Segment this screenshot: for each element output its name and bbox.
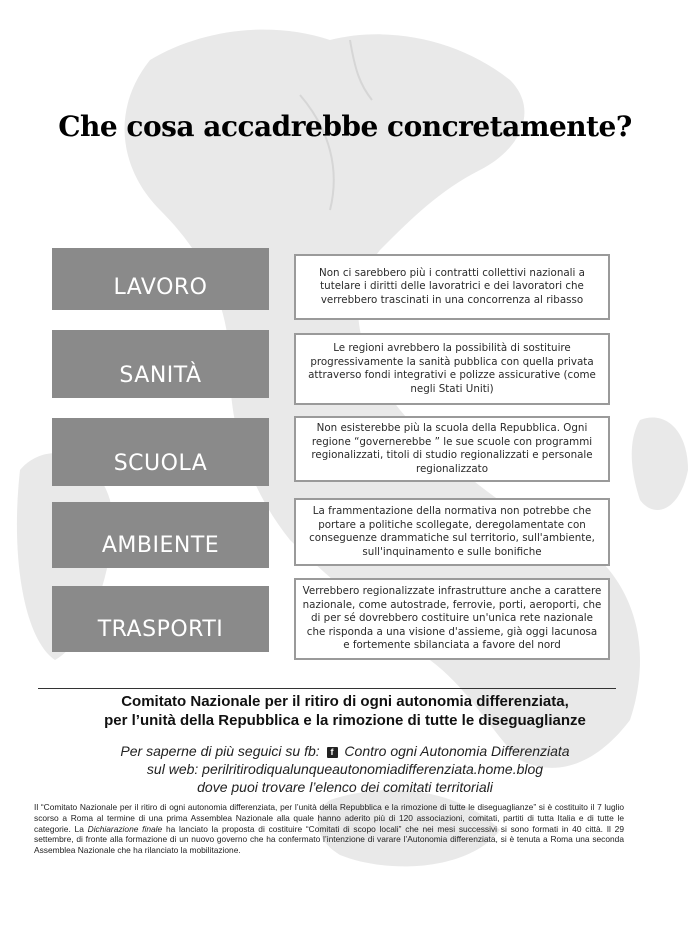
organization-name	[0, 692, 690, 730]
footnote-part-2: ha lanciato la proposta di costituire “Comitati di scopo locali” che nei mesi successivi si sono formati in 40 città. Il 29 settembre, di fronte alla formazione di un nuovo governo che ha confermato l’intenzione di varare l’Autonomia differenziata, si è tenuta a Roma una seconda Assemblea Nazionale che ha rilanciato la mobilitazione.	[34, 823, 624, 856]
category-label-trasporti: TRASPORTI	[52, 586, 269, 652]
category-description-ambiente: La frammentazione della normativa non potrebbe che portare a politiche scollegate, deregolamentate con conseguenze drammatiche sul territorio, sull'ambiente, sull'inquinamento e sulle bonifiche	[294, 498, 610, 566]
category-description-scuola: Non esisterebbe più la scuola della Repubblica. Ogni regione “governerebbe ” le sue scuole con programmi regionalizzati, titoli di studio regionalizzati e personale regionalizzato	[294, 416, 610, 482]
facebook-line	[0, 742, 690, 760]
page-title: Che cosa accadrebbe concretamente?	[58, 110, 632, 143]
organization-line-2: per l’unità della Repubblica e la rimozione di tutte le diseguaglianze	[104, 712, 586, 729]
category-description-lavoro: Non ci sarebbero più i contratti collettivi nazionali a tutelare i diritti delle lavoratrici e dei lavoratori che verrebbero trascinati in una concorrenza al ribasso	[294, 254, 610, 320]
footnote-paragraph	[34, 802, 624, 856]
category-label-ambiente: AMBIENTE	[52, 502, 269, 568]
facebook-icon: f	[327, 747, 338, 758]
website-link[interactable]: sul web: perilritirodiqualunqueautonomiadifferenziata.home.blog	[146, 761, 544, 777]
category-description-trasporti: Verrebbero regionalizzate infrastrutture anche a carattere nazionale, come autostrade, ferrovie, porti, aeroporti, che di per sé dovrebbero costituire un'unica rete nazionale che risponda a una visione d'assieme, già oggi lacunosa e fortemente sbilanciata a favore del nord	[294, 578, 610, 660]
footnote-italic: Dichiarazione finale	[87, 823, 163, 834]
category-label-sanita: SANITÀ	[52, 330, 269, 398]
organization-line-1: Comitato Nazionale per il ritiro di ogni autonomia differenziata,	[121, 693, 569, 710]
follow-info	[0, 742, 690, 796]
facebook-page-link[interactable]: Contro ogni Autonomia Differenziata	[344, 743, 570, 759]
category-label-scuola: SCUOLA	[52, 418, 269, 486]
category-description-sanita: Le regioni avrebbero la possibilità di sostituire progressivamente la sanità pubblica con quella privata attraverso fondi integrativi e polizze assicurative (come negli Stati Uniti)	[294, 333, 610, 405]
facebook-prefix: Per saperne di più seguici su fb:	[120, 743, 320, 759]
committees-list-note: dove puoi trovare l’elenco dei comitati territoriali	[197, 779, 493, 795]
divider	[38, 688, 616, 689]
footnote-part-1: Il “Comitato Nazionale per il ritiro di ogni autonomia differenziata, per l’unità della Repubblica e la rimozione di tutte le diseguaglianze” si è costituito il 7 luglio scorso a Roma al termine di una prima Assemblea Nazionale alla quale hanno aderito più di 120 associazioni, comitati, partiti di tutta Italia e di tutte le categorie. La	[34, 802, 624, 834]
category-label-lavoro: LAVORO	[52, 248, 269, 310]
